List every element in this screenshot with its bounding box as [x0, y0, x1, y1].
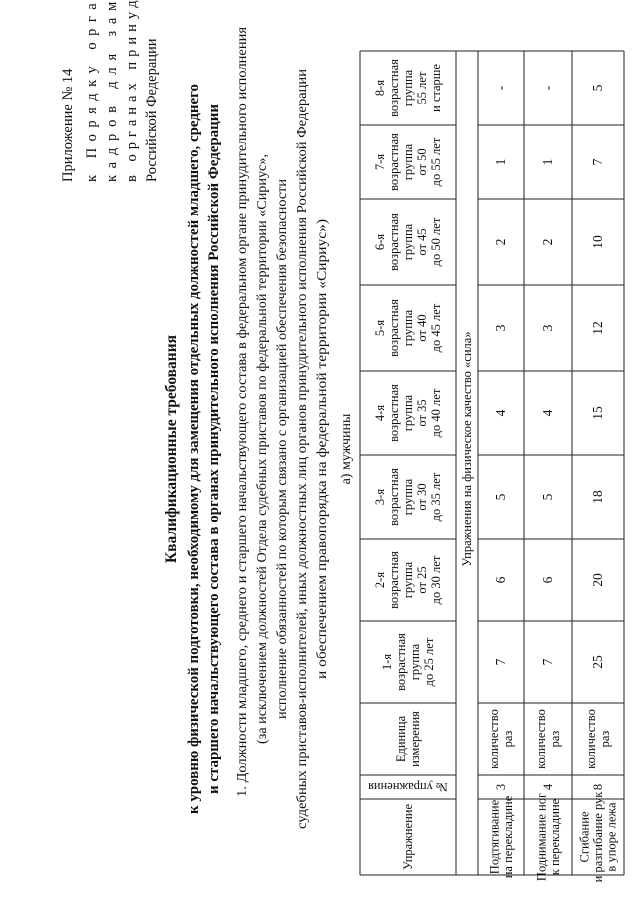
- section-subheading: а) мужчины: [339, 413, 354, 485]
- header-age-group: 5-явозрастнаягруппаот 40до 45 лет: [373, 299, 443, 357]
- appendix-line: Российской Федерации: [144, 38, 160, 182]
- row-value: 1: [493, 158, 508, 166]
- header-number: № упражнения: [368, 780, 448, 794]
- appendix-line: в органах принуд: [124, 0, 140, 182]
- header-age-group: 6-явозрастнаягруппаот 45до 50 лет: [373, 213, 443, 271]
- row-value: 12: [590, 321, 605, 335]
- row-number: 4: [541, 783, 555, 791]
- row-exercise: Подтягиваниена перекладине: [487, 795, 515, 879]
- row-value: -: [540, 85, 555, 91]
- row-value: 5: [540, 493, 555, 501]
- header-age-group: 2-явозрастнаягруппаот 25до 30 лет: [373, 551, 443, 609]
- header-exercise: Упражнение: [401, 803, 415, 871]
- row-value: 3: [493, 324, 508, 332]
- row-value: 5: [493, 493, 508, 501]
- row-unit: количествораз: [534, 709, 562, 769]
- header-unit: Единицаизмерения: [394, 711, 422, 767]
- appendix-line: кадров для зам: [104, 1, 120, 182]
- row-value: 2: [493, 238, 508, 246]
- row-value: 7: [590, 158, 605, 166]
- section-line: и обеспечением правопорядка на федеральной территории «Сириус»): [315, 262, 330, 679]
- row-value: 2: [540, 238, 555, 246]
- row-value: 4: [493, 409, 508, 417]
- row-value: 6: [493, 576, 508, 584]
- row-exercise: Поднимание ногк перекладине: [534, 792, 562, 882]
- row-unit: количествораз: [584, 709, 612, 769]
- row-value: 20: [590, 573, 605, 587]
- header-age-group: 8-явозрастнаягруппа55 лети старше: [373, 59, 443, 117]
- title-line: к уровню физической подготовки, необходимому для замещения отдельных должностей младшего, среднего: [186, 104, 202, 814]
- appendix-line: к Порядку орга: [84, 3, 100, 182]
- row-value: 18: [590, 490, 605, 504]
- standards-table: [360, 51, 624, 882]
- row-unit: количествораз: [487, 709, 515, 769]
- section-line: 1. Должности младшего, среднего и старшего начальствующего состава в федеральном органе принудительного исполнения: [235, 52, 250, 797]
- row-value: 5: [590, 84, 605, 92]
- row-number: 8: [591, 783, 605, 791]
- title-line: и старшего начальствующего состава в органах принудительного исполнения Российской Федерации: [206, 124, 222, 794]
- row-value: 15: [590, 406, 605, 420]
- section-line: исполнение обязанностей по которым связано с организацией обеспечения безопасности: [275, 187, 290, 719]
- header-age-group: 7-явозрастнаягруппаот 50до 55 лет: [373, 133, 443, 191]
- section-line: (за исключением должностей Отдела судебных приставов по федеральной территории «Сириус»,: [255, 161, 270, 744]
- row-value: 7: [540, 658, 555, 666]
- row-value: 3: [540, 324, 555, 332]
- row-value: -: [493, 85, 508, 91]
- row-value: 25: [590, 655, 605, 669]
- row-value: 10: [590, 235, 605, 249]
- row-exercise: Сгибаниеи разгибание рукв упоре лежа: [577, 791, 619, 883]
- row-value: 4: [540, 409, 555, 417]
- section-line: судебных приставов-исполнителей, иных должностных лиц органов принудительного исполнения Российской Федерации: [295, 98, 310, 829]
- header-age-group: 4-явозрастнаягруппаот 35до 40 лет: [373, 384, 443, 442]
- row-value: 6: [540, 576, 555, 584]
- row-value: 1: [540, 158, 555, 166]
- header-age-group: 1-явозрастнаягруппадо 25 лет: [380, 633, 436, 691]
- appendix-block: [60, 0, 160, 182]
- section-description: [235, 26, 354, 829]
- row-value: 7: [493, 658, 508, 666]
- title-heading: Квалификационные требования: [163, 334, 180, 564]
- header-age-group: 3-явозрастнаягруппаот 30до 35 лет: [373, 468, 443, 526]
- document-title: [163, 84, 222, 814]
- table-cells: [368, 59, 619, 883]
- section-row-label: Упражнения на физическое качество «сила»: [460, 331, 474, 567]
- appendix-line: Приложение № 14: [60, 68, 76, 182]
- row-number: 3: [494, 783, 508, 791]
